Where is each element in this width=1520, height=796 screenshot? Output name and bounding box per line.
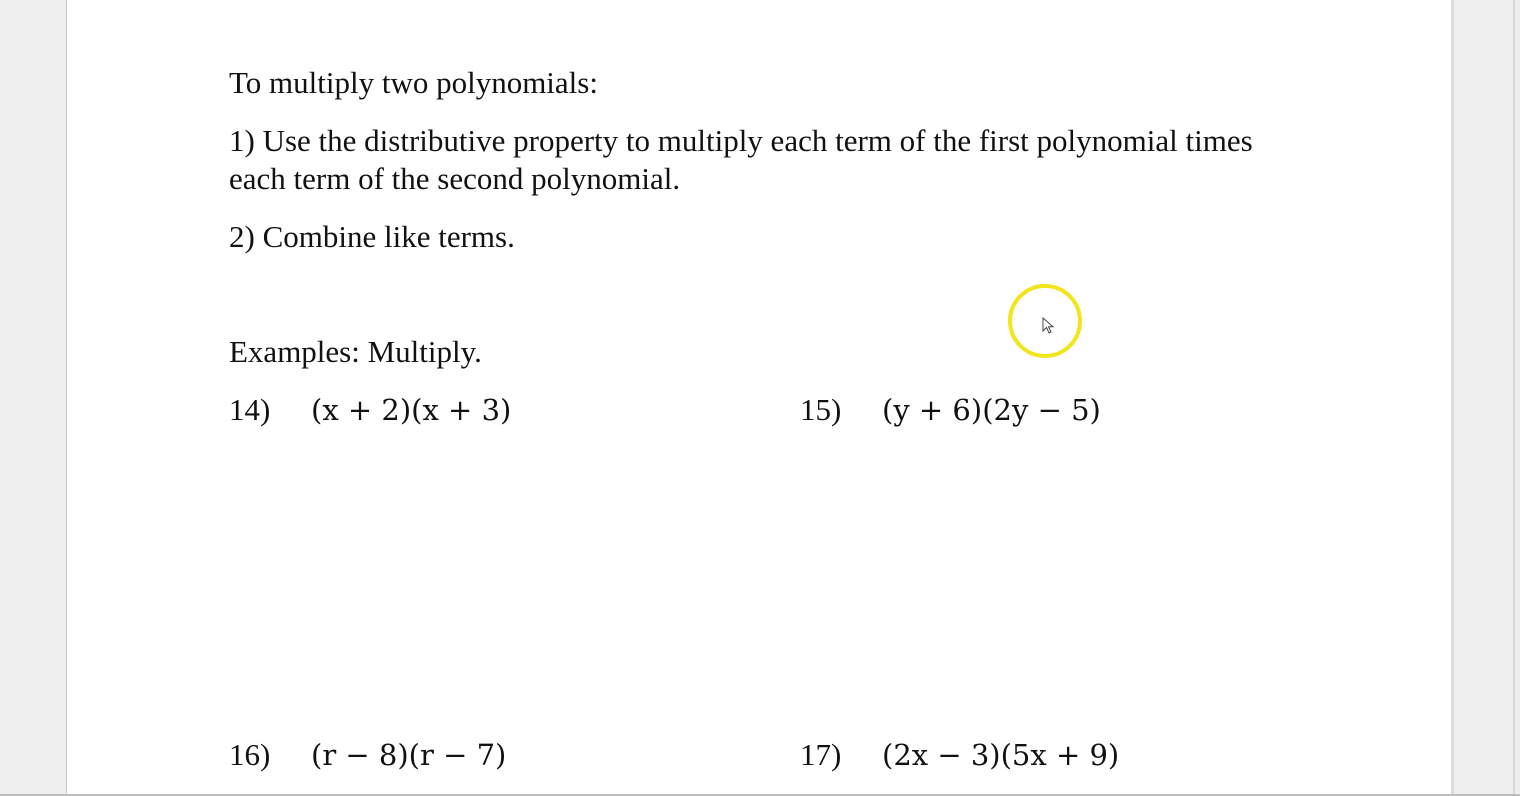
document-page (66, 0, 1452, 794)
problem-16-number: 16) (229, 737, 271, 772)
intro-text: To multiply two polynomials: (229, 65, 598, 100)
arrow-pointer-icon (1042, 317, 1056, 335)
problem-16-expression: (r − 8)(r − 7) (311, 738, 507, 772)
examples-heading: Examples: Multiply. (229, 334, 482, 369)
problem-15-number: 15) (800, 392, 842, 427)
problem-17-number: 17) (800, 737, 842, 772)
problem-14-expression: (x + 2)(x + 3) (311, 393, 512, 427)
problem-17-expression: (2x − 3)(5x + 9) (882, 738, 1120, 772)
page-edge (1451, 0, 1454, 794)
problem-15-expression: (y + 6)(2y − 5) (882, 393, 1101, 427)
problem-14-number: 14) (229, 392, 271, 427)
step-1-text: 1) Use the distributive property to multiply each term of the first polynomial times each term of the second polynomial. (229, 123, 1253, 196)
step-2-text: 2) Combine like terms. (229, 219, 515, 254)
scrollbar-track[interactable] (1513, 0, 1515, 794)
